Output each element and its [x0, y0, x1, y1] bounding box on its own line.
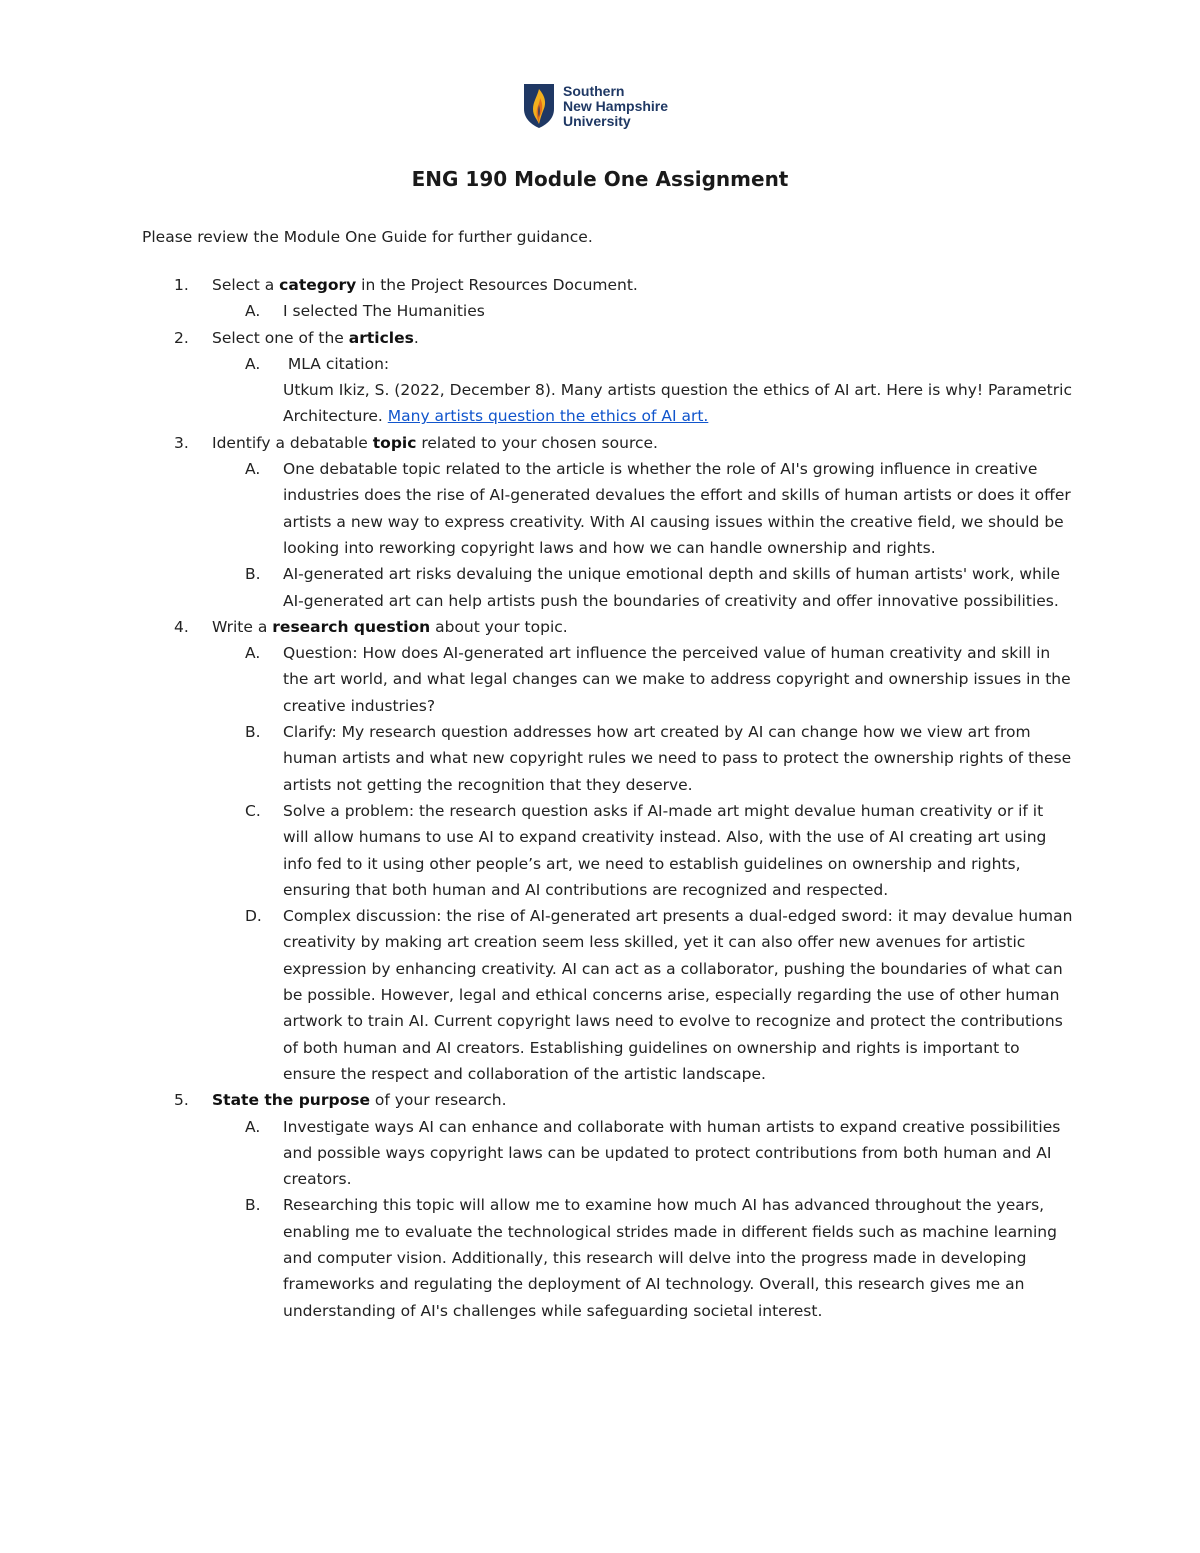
flame-shield-icon [523, 83, 555, 129]
intro-text: Please review the Module One Guide for further guidance. [142, 228, 593, 246]
answer-5a [245, 1114, 1073, 1193]
logo-line-1: Southern [563, 83, 625, 99]
question-keyword: State the purpose [212, 1091, 370, 1110]
answer-list [212, 298, 1200, 324]
question-5 [0, 1087, 1200, 1324]
answer-letter: A. [245, 302, 261, 321]
answer-4c [245, 798, 1073, 903]
answer-list [212, 1114, 1200, 1324]
article-link[interactable]: Many artists question the ethics of AI art. [387, 407, 709, 426]
answer-list [212, 456, 1200, 614]
question-keyword: research question [272, 617, 431, 636]
question-number: 1. [174, 276, 189, 294]
answer-letter: A. [245, 644, 261, 663]
answer-text: Question: How does AI-generated art influence the perceived value of human creativity and skill in the art world, and what legal changes can we make to address copyright and ownership issues in the creative industries? [283, 644, 1071, 715]
question-text-post: of your research. [369, 1091, 507, 1110]
answer-text: I selected The Humanities [283, 302, 485, 321]
question-number: 5. [174, 1091, 189, 1110]
question-text-post: in the Project Resources Document. [356, 276, 638, 294]
answer-text: Complex discussion: the rise of AI-generated art presents a dual-edged sword: it may devalue human creativity by making art creation seem less skilled, yet it can also offer new avenues for artistic expression by enhancing creativity. AI can act as a collaborator, pushing the boundaries of what can be possible. However, legal and ethical concerns arise, especially regarding the use of other human artwork to train AI. Current copyright laws need to evolve to recognize and protect the contributions of both human and AI creators. Establishing guidelines on ownership and rights is important to ensure the respect and collaboration of the artistic landscape. [283, 907, 1073, 1083]
mla-citation: Utkum Ikiz, S. (2022, December 8). Many artists question the ethics of AI art. Here is why! Parametric Architecture. [283, 381, 1072, 426]
question-text-pre: Identify a debatable [212, 433, 373, 452]
answer-4b [245, 719, 1073, 798]
logo-line-3: University [563, 113, 631, 129]
answer-text: Solve a problem: the research question asks if AI-made art might devalue human creativity or if it will allow humans to use AI to expand creativity instead. Also, with the use of AI creating art using info fed to it using other people’s art, we need to establish guidelines on ownership and rights, ensuring that both human and AI contributions are recognized and respected. [283, 801, 1047, 899]
question-text-pre: Write a [212, 617, 273, 636]
question-number: 4. [174, 617, 189, 636]
question-number: 3. [174, 433, 189, 452]
answer-text: Researching this topic will allow me to examine how much AI has advanced throughout the years, enabling me to evaluate the technological strides made in different fields such as machine learning and computer vision. Additionally, this research will delve into the progress made in developing frameworks and regulating the deployment of AI technology. Overall, this research gives me an understanding of AI's challenges while safeguarding societal interest. [283, 1196, 1057, 1320]
question-text-post: about your topic. [430, 617, 568, 636]
question-3 [0, 430, 1200, 614]
question-2 [0, 325, 1200, 430]
document-title: ENG 190 Module One Assignment [411, 167, 789, 191]
question-1 [0, 272, 1200, 325]
question-text-post: related to your chosen source. [416, 433, 658, 452]
answer-text: Investigate ways AI can enhance and collaborate with human artists to expand creative possibilities and possible ways copyright laws can be updated to protect contributions from both human and AI creators. [283, 1117, 1061, 1189]
logo-wordmark [563, 84, 668, 129]
question-4 [0, 614, 1200, 1087]
answer-letter: B. [245, 565, 261, 584]
logo-line-2: New Hampshire [563, 98, 669, 114]
answer-letter: B. [245, 1196, 261, 1215]
answer-text: One debatable topic related to the article is whether the role of AI's growing influence in creative industries does the rise of AI-generated devalues the effort and skills of human artists or does it offer artists a new way to express creativity. With AI causing issues within the creative field, we should be looking into reworking copyright laws and how we can handle ownership and rights. [283, 460, 1071, 557]
question-number: 2. [174, 328, 189, 347]
answer-list [212, 640, 1200, 1087]
answer-3b [245, 561, 1073, 614]
university-logo [523, 83, 668, 129]
question-text-pre: Select a [212, 276, 280, 294]
answer-1a [245, 298, 1073, 324]
answer-3a [245, 456, 1073, 561]
assignment-outline [0, 272, 1200, 1324]
answer-letter: A. [245, 354, 261, 373]
answer-letter: A. [245, 1117, 261, 1136]
question-text-pre: Select one of the [212, 328, 349, 347]
answer-letter: A. [245, 460, 261, 479]
answer-letter: D. [245, 907, 262, 926]
answer-4d [245, 903, 1073, 1087]
answer-letter: C. [245, 801, 261, 820]
answer-text: Clarify: My research question addresses how art created by AI can change how we view art from human artists and what new copyright rules we need to pass to protect the ownership rights of these artists not getting the recognition that they deserve. [283, 723, 1072, 794]
answer-letter: B. [245, 723, 261, 742]
answer-4a [245, 640, 1073, 719]
answer-list [212, 351, 1200, 430]
question-keyword: category [279, 276, 357, 294]
question-keyword: topic [372, 433, 417, 452]
answer-text: AI-generated art risks devaluing the unique emotional depth and skills of human artists' work, while AI-generated art can help artists push the boundaries of creativity and offer innovative possibilities. [283, 565, 1061, 610]
answer-5b [245, 1192, 1073, 1323]
answer-2a [245, 351, 1073, 430]
question-text-post: . [413, 328, 419, 347]
question-keyword: articles [348, 328, 414, 347]
mla-label: MLA citation: [283, 354, 390, 373]
